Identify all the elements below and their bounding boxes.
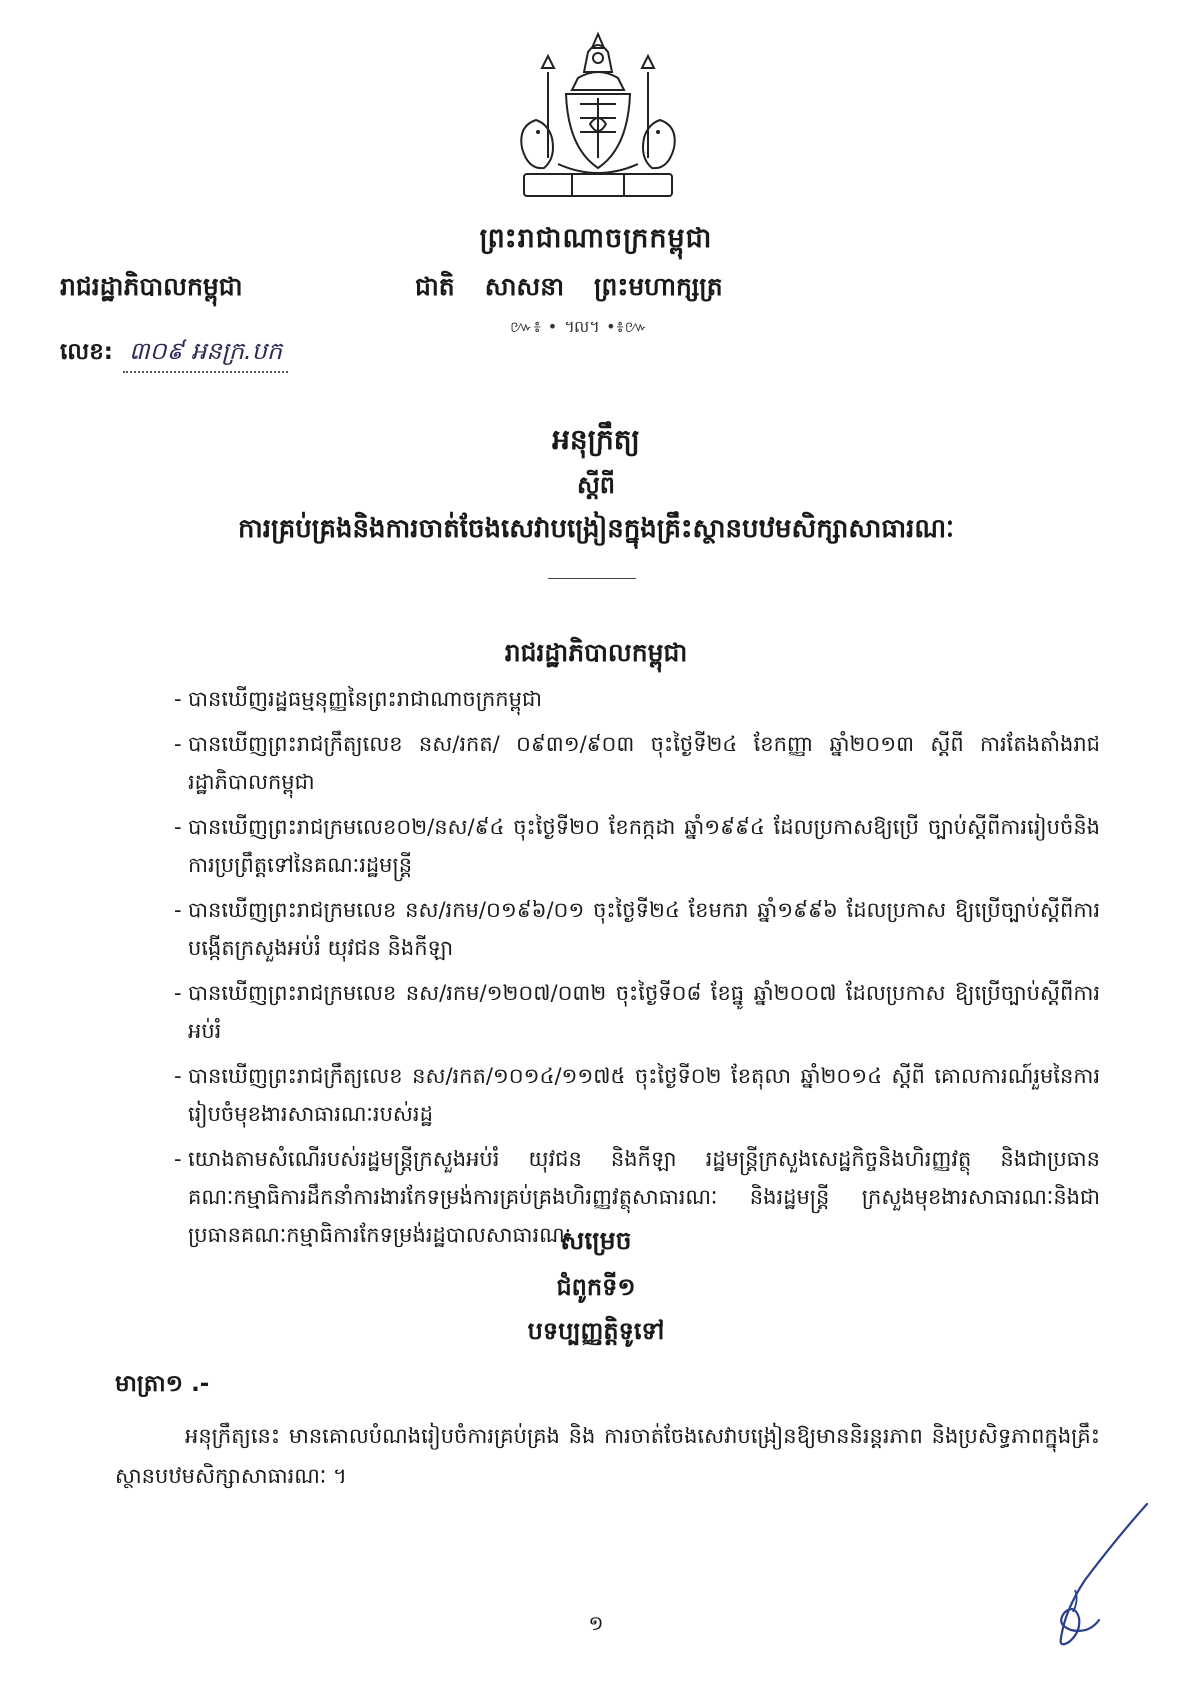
page-number: ១ xyxy=(588,1611,604,1635)
chapter-heading: ជំពូកទី១ xyxy=(556,1273,636,1301)
list-item: - យោងតាមសំណើរបស់រដ្ឋមន្ត្រីក្រសួងអប់រំ យុវជន និងកីឡា រដ្ឋមន្ត្រីក្រសួងសេដ្ឋកិច្ចនិងហិរញ្ញវត្ថុ និងជាប្រធានគណៈកម្មាធិការដឹកនាំការងារកែទម្រង់ការគ្រប់គ្រងហិរញ្ញវត្ថុសាធារណៈ និងរដ្ឋមន្ត្រី ក្រសួងមុខងារសាធារណៈនិងជាប្រធានគណៈកម្មាធិការកែទម្រង់រដ្ឋបាលសាធារណៈ xyxy=(188,1140,1100,1254)
list-item: - បានឃើញព្រះរាជក្រមលេខ នស/រកម/១២០៧/០៣២ ចុះថ្ងៃទី០៨ ខែធ្នូ ឆ្នាំ២០០៧ ដែលប្រកាស ឱ្យប្រើច្បាប់ស្ដីពីការអប់រំ xyxy=(188,974,1100,1050)
document-number-label: លេខ: xyxy=(60,339,113,365)
document-about: ស្ដីពី xyxy=(576,471,616,499)
decorative-divider-icon: ៚៖ • ៘ •៖៚ xyxy=(510,317,649,336)
title-divider xyxy=(548,578,636,579)
list-item: - បានឃើញព្រះរាជក្រឹត្យលេខ នស/រកត/ ០៩៣១/៩០៣ ចុះថ្ងៃទី២៤ ខែកញ្ញា ឆ្នាំ២០១៣ ស្ដីពី ការតែងតាំងរាជរដ្ឋាភិបាលកម្ពុជា xyxy=(188,725,1100,801)
article-label: មាត្រា១ .- xyxy=(115,1371,210,1397)
signature-icon xyxy=(1035,1500,1155,1650)
motto-nation: ជាតិ xyxy=(415,272,455,301)
national-motto xyxy=(415,272,723,308)
list-item: - បានឃើញព្រះរាជក្រឹត្យលេខ នស/រកត/១០១៤/១១៧៥ ចុះថ្ងៃទី០២ ខែតុលា ឆ្នាំ២០១៤ ស្ដីពី គោលការណ៍រួមនៃការរៀបចំមុខងារសាធារណៈរបស់រដ្ឋ xyxy=(188,1057,1100,1133)
list-item: - បានឃើញព្រះរាជក្រមលេខ នស/រកម/០១៩៦/០១ ចុះថ្ងៃទី២៤ ខែមករា ឆ្នាំ១៩៩៦ ដែលប្រកាស ឱ្យប្រើច្បាប់ស្ដីពីការបង្កើតក្រសួងអប់រំ យុវជន និងកីឡា xyxy=(188,891,1100,967)
preamble-heading: រាជរដ្ឋាភិបាលកម្ពុជា xyxy=(504,638,688,667)
royal-coat-of-arms-icon xyxy=(508,28,688,208)
motto-king: ព្រះមហាក្សត្រ xyxy=(594,272,723,301)
government-label: រាជរដ្ឋាភិបាលកម្ពុជា xyxy=(60,272,243,301)
document-subject: ការគ្រប់គ្រងនិងការចាត់ចែងសេវាបង្រៀនក្នុងគ្រឹះស្ថានបឋមសិក្សាសាធារណៈ xyxy=(237,514,955,544)
document-number xyxy=(60,336,288,373)
list-item: - បានឃើញរដ្ឋធម្មនុញ្ញនៃព្រះរាជាណាចក្រកម្ពុជា xyxy=(188,680,1100,718)
motto-religion: សាសនា xyxy=(484,272,565,301)
preamble-list xyxy=(188,680,1100,1261)
document-number-value: ៣០៩ អនក្រ.បក xyxy=(123,336,288,373)
article-text: អនុក្រឹត្យនេះ មានគោលបំណងរៀបចំការគ្រប់គ្រង និង ការចាត់ចែងសេវាបង្រៀនឱ្យមាននិរន្តរភាព និងប្រសិទ្ធភាពក្នុងគ្រឹះស្ថានបឋមសិក្សាសាធារណៈ ។ xyxy=(115,1424,1100,1488)
kingdom-title: ព្រះរាជាណាចក្រកម្ពុជា xyxy=(479,223,713,254)
document-type: អនុក្រឹត្យ xyxy=(552,423,640,456)
list-item: - បានឃើញព្រះរាជក្រមលេខ០២/នស/៩៤ ចុះថ្ងៃទី២០ ខែកក្កដា ឆ្នាំ១៩៩៤ ដែលប្រកាសឱ្យប្រើ ច្បាប់ស្ដីពីការរៀបចំនិងការប្រព្រឹត្តទៅនៃគណៈរដ្ឋមន្ត្រី xyxy=(188,808,1100,884)
chapter-title: បទប្បញ្ញត្តិទូទៅ xyxy=(527,1317,665,1345)
decision-heading: សម្រេច xyxy=(560,1226,632,1255)
